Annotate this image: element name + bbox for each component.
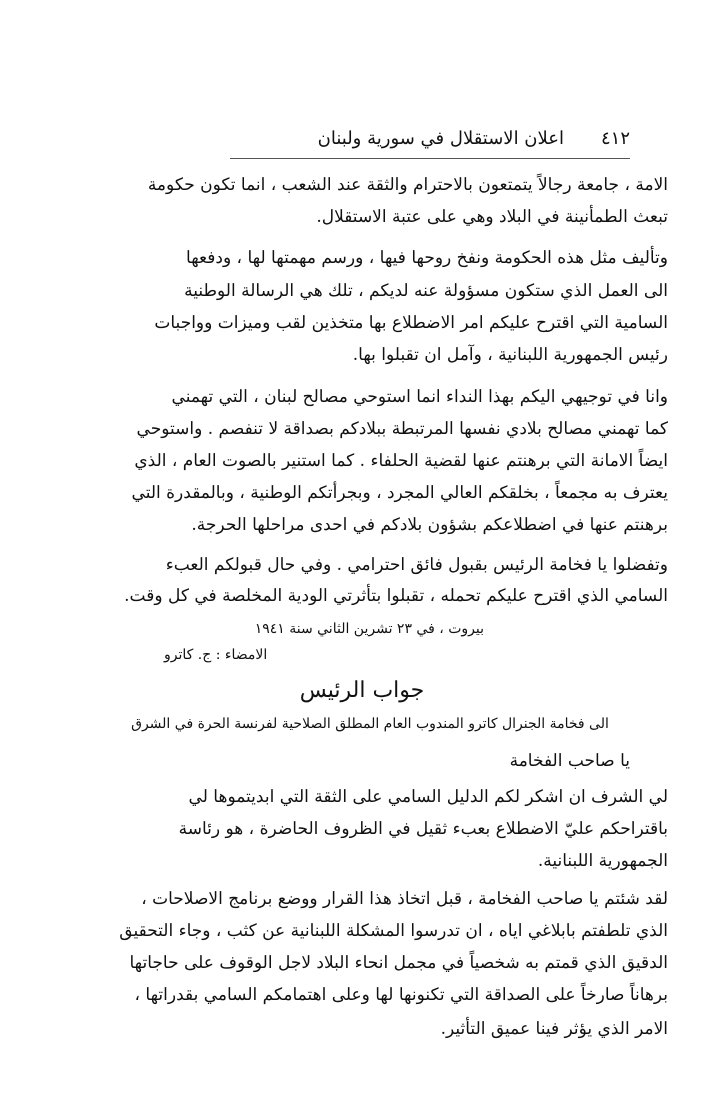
text-line: الدقيق الذي قمتم به شخصياً في مجمل انحاء البلاد لاجل الوقوف على حاجاتها	[129, 953, 668, 973]
text-line: تبعث الطمأنينة في البلاد وهي على عتبة الاستقلال.	[316, 207, 668, 227]
text-line: وانا في توجيهي اليكم بهذا النداء انما استوحي مصالح لبنان ، التي تهمني	[171, 387, 668, 407]
reply-subheading: الى فخامة الجنرال كاترو المندوب العام المطلق الصلاحية لفرنسة الحرة في الشرق	[131, 716, 609, 732]
text-line: برهاناً صارخاً على الصداقة التي تكنونها لها وعلى اهتمامكم السامي بقدراتها ،	[134, 985, 668, 1005]
text-line: السامية التي اقترح عليكم امر الاضطلاع بها متخذين لقب وميزات وواجبات	[154, 313, 668, 333]
page-number: ٤١٢	[600, 128, 630, 149]
text-line: باقتراحكم عليّ الاضطلاع بعبء ثقيل في الظروف الحاضرة ، هو رئاسة	[178, 819, 668, 839]
running-title: اعلان الاستقلال في سورية ولبنان	[317, 128, 564, 149]
text-line: كما تهمني مصالح بلادي نفسها المرتبطة ببلادكم بصداقة لا تنفصم . واستوحي	[136, 419, 668, 439]
dateline: بيروت ، في ٢٣ تشرين الثاني سنة ١٩٤١	[254, 621, 484, 637]
salutation: يا صاحب الفخامة	[509, 751, 630, 771]
text-line: الذي تلطفتم بابلاغي اياه ، ان تدرسوا المشكلة اللبنانية عن كثب ، وجاء التحقيق	[119, 921, 668, 941]
text-line: ايضاً الامانة التي برهنتم عنها لقضية الحلفاء . كما استنير بالصوت العام ، الذي	[134, 451, 668, 471]
text-line: يعترف به مجمعاً ، بخلقكم العالي المجرد ، وبجرأتكم الوطنية ، وبالمقدرة التي	[131, 483, 668, 503]
text-line: رئيس الجمهورية اللبنانية ، وآمل ان تقبلوا بها.	[352, 345, 668, 365]
text-line: وتأليف مثل هذه الحكومة ونفخ روحها فيها ، ورسم مهمتها لها ، ودفعها	[186, 248, 668, 268]
text-line: الامة ، جامعة رجالاً يتمتعون بالاحترام والثقة عند الشعب ، انما تكون حكومة	[147, 175, 668, 195]
reply-heading: جواب الرئيس	[299, 678, 425, 703]
text-line: الامر الذي يؤثر فينا عميق التأثير.	[440, 1019, 668, 1039]
text-line: وتفضلوا يا فخامة الرئيس بقبول فائق احترامي . وفي حال قبولكم العبء	[165, 555, 668, 575]
page-header	[230, 124, 630, 159]
text-line: لقد شئتم يا صاحب الفخامة ، قبل اتخاذ هذا القرار ووضع برنامج الاصلاحات ،	[141, 889, 668, 909]
text-line: برهنتم عنها في اضطلاعكم بشؤون بلادكم في احدى مراحلها الحرجة.	[191, 515, 668, 535]
signature: الامضاء : ج. كاترو	[164, 647, 268, 663]
text-line: الى العمل الذي ستكون مسؤولة عنه لديكم ، تلك هي الرسالة الوطنية	[184, 281, 668, 301]
text-line: الجمهورية اللبنانية.	[537, 851, 668, 871]
text-line: لي الشرف ان اشكر لكم الدليل السامي على الثقة التي ابديتموها لي	[188, 787, 668, 807]
text-line: السامي الذي اقترح عليكم تحمله ، تقبلوا بتأثرتي الودية المخلصة في كل وقت.	[124, 586, 668, 606]
